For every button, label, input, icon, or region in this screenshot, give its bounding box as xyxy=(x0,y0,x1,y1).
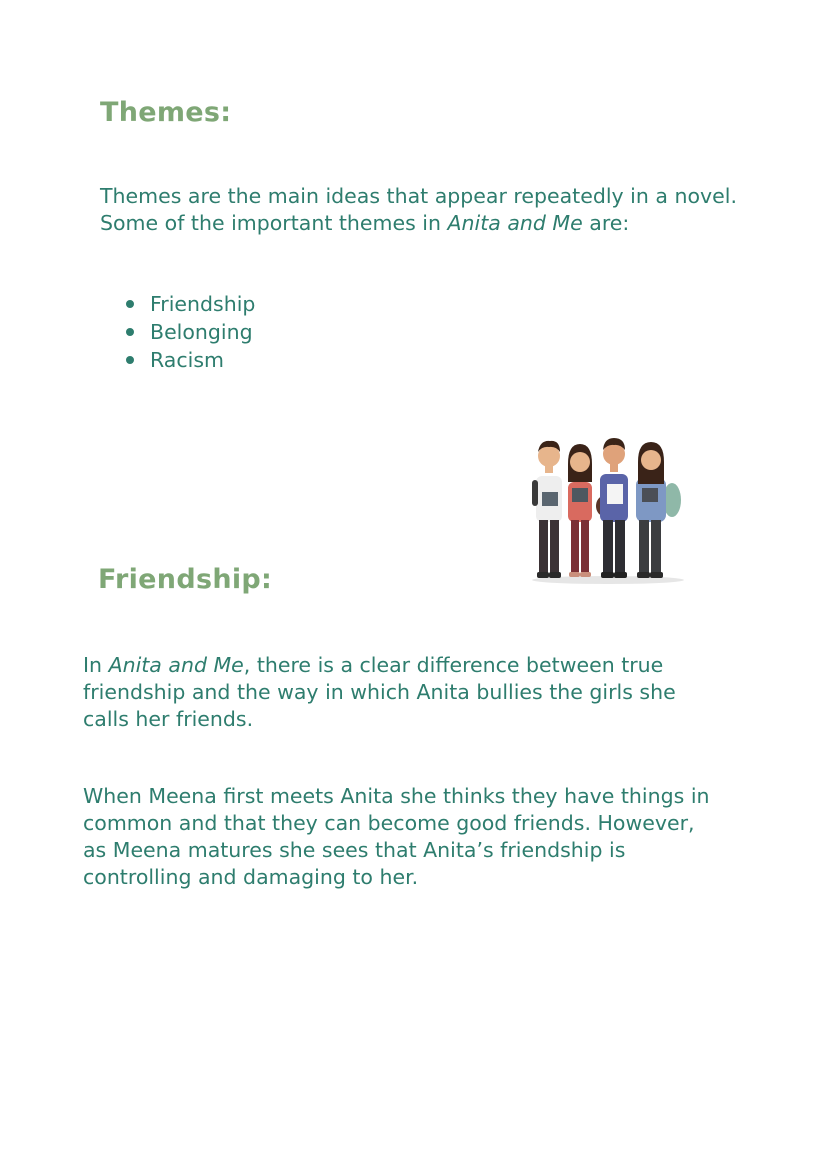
book-title: Anita and Me xyxy=(108,653,244,677)
group-of-students-illustration xyxy=(528,434,688,586)
friendship-paragraph-1 xyxy=(83,652,715,733)
student-figure xyxy=(532,441,562,578)
book-title: Anita and Me xyxy=(447,211,583,235)
student-figure xyxy=(600,438,628,578)
list-item-label: Racism xyxy=(150,348,224,372)
bullet-icon xyxy=(126,300,134,308)
student-figure xyxy=(636,442,681,578)
paragraph-text: , there is a clear difference between true friendship and the way in which Anita bullies the girls she calls her friends. xyxy=(83,653,676,731)
themes-intro-text: Themes are the main ideas that appear repeatedly in a novel. Some of the important themes in xyxy=(100,184,737,235)
list-item xyxy=(124,318,255,346)
list-item xyxy=(124,346,255,374)
bullet-icon xyxy=(126,356,134,364)
list-item-label: Belonging xyxy=(150,320,253,344)
friendship-paragraph-2: When Meena first meets Anita she thinks they have things in common and that they can become good friends. However, as Meena matures she sees that Anita’s friendship is controlling and damaging to her. xyxy=(83,784,710,889)
themes-heading: Themes: xyxy=(100,97,232,128)
paragraph-text: In xyxy=(83,653,109,677)
list-item xyxy=(124,290,255,318)
themes-intro-end: are: xyxy=(582,211,630,235)
themes-intro xyxy=(100,183,740,237)
list-item-label: Friendship xyxy=(150,292,256,316)
friendship-heading: Friendship: xyxy=(98,564,273,595)
themes-list xyxy=(124,290,255,374)
bullet-icon xyxy=(126,328,134,336)
